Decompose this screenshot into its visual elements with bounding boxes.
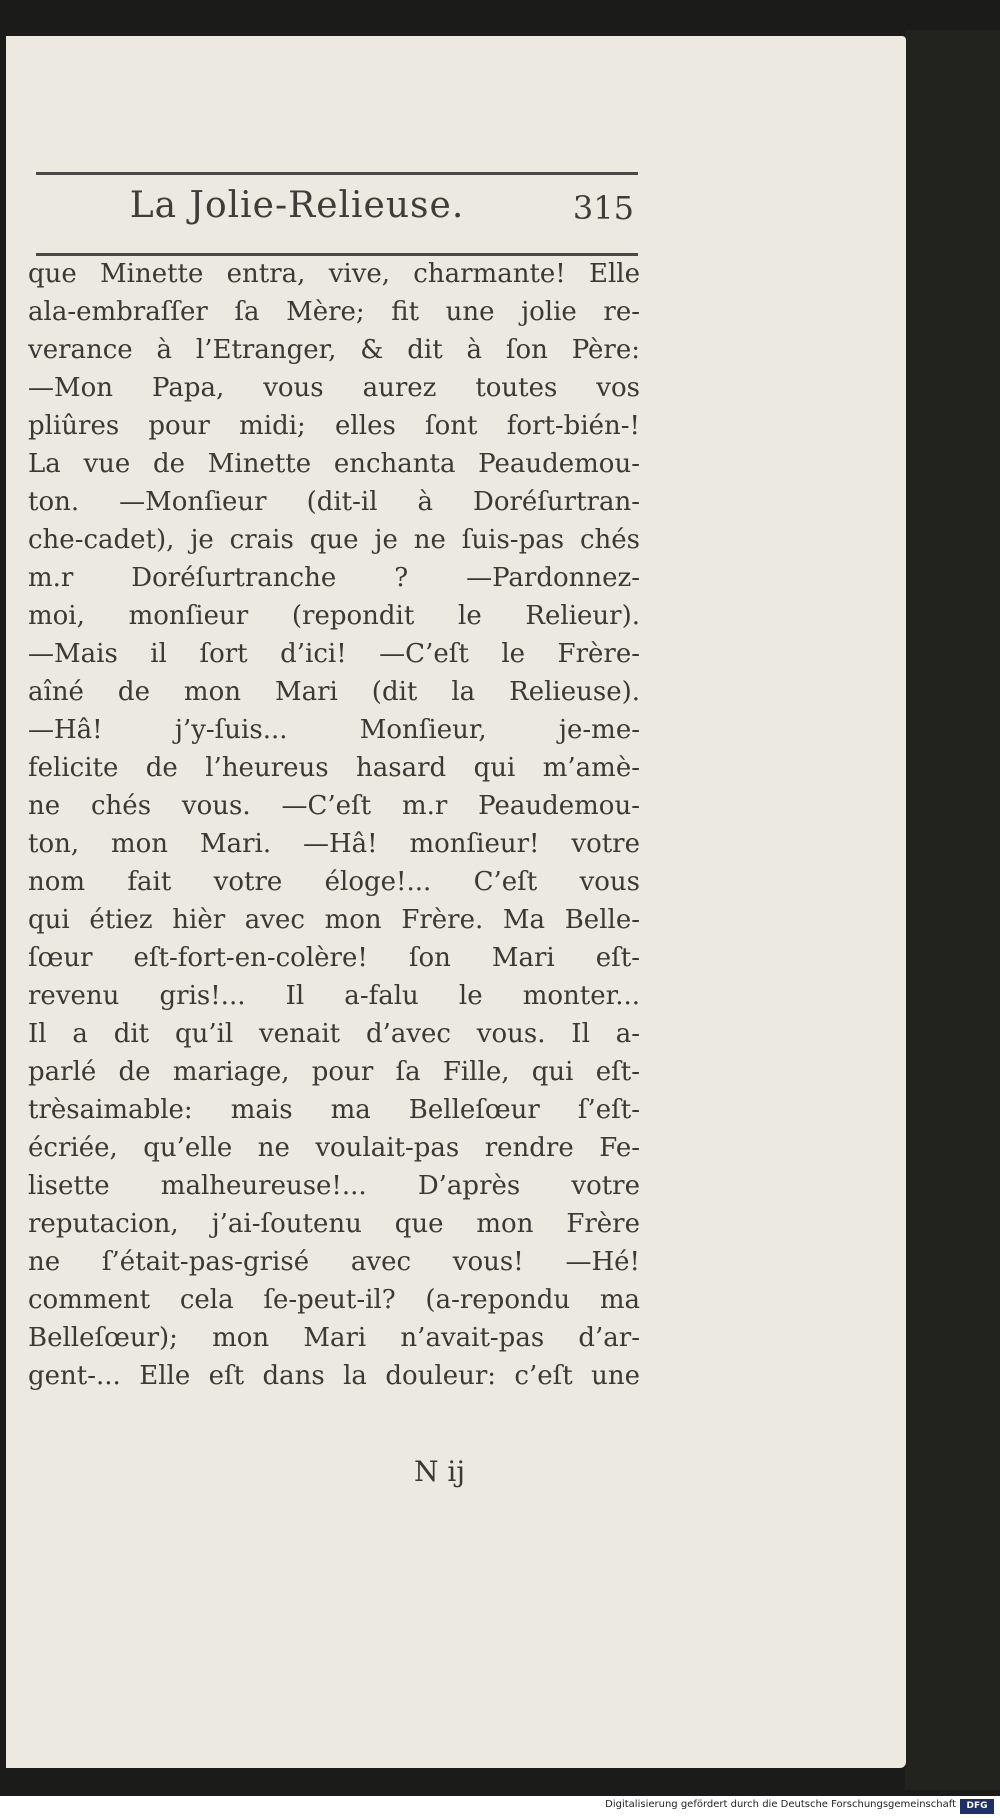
text-line: écriée, qu’elle ne voulait-pas rendre Fe- (28, 1133, 640, 1163)
text-line: verance à l’Etranger, & dit à ſon Père: (28, 335, 640, 365)
page-header (36, 172, 638, 256)
text-line: moi, monſieur (repondit le Relieur). (28, 601, 640, 631)
text-line: ne chés vous. —C’eſt m.r Peaudemou- (28, 791, 640, 821)
text-line: revenu gris!... Il a-falu le monter... (28, 981, 640, 1011)
text-line: parlé de mariage, pour ſa Fille, qui eſt- (28, 1057, 640, 1087)
text-line: nom fait votre éloge!... C’eſt vous (28, 867, 640, 897)
signature-mark: N ij (414, 1455, 466, 1488)
text-line: comment cela ſe-peut-il? (a-repondu ma (28, 1285, 640, 1315)
text-line: que Minette entra, vive, charmante! Elle (28, 259, 640, 289)
text-line: lisette malheureuse!... D’après votre (28, 1171, 640, 1201)
text-line: ton, mon Mari. —Hâ! monſieur! votre (28, 829, 640, 859)
book-edge (905, 30, 1000, 1790)
text-line: aîné de mon Mari (dit la Relieuse). (28, 677, 640, 707)
footer-credit: Digitalisierung gefördert durch die Deutsche Forschungsgemeinschaft (605, 1799, 956, 1810)
text-line: —Mais il ſort d’ici! —C’eſt le Frère- (28, 639, 640, 669)
text-line: Il a dit qu’il venait d’avec vous. Il a- (28, 1019, 640, 1049)
text-line: m.r Doréſurtranche ? —Pardonnez- (28, 563, 640, 593)
text-line: ton. —Monſieur (dit-il à Doréſurtran- (28, 487, 640, 517)
text-line: trèsaimable: mais ma Belleſœur ſ’eſt- (28, 1095, 640, 1125)
running-title: La Jolie-Relieuse. (129, 185, 465, 226)
text-line: ſœur eſt-fort-en-colère! ſon Mari eſt- (28, 943, 640, 973)
text-line: gent-... Elle eſt dans la douleur: c’eſt une (28, 1361, 640, 1391)
text-line: La vue de Minette enchanta Peaudemou- (28, 449, 640, 479)
text-line: ala-embraſſer ſa Mère; fit une jolie re- (28, 297, 640, 327)
text-line: pliûres pour midi; elles ſont fort-bién-! (28, 411, 640, 441)
text-line: ne ſ’était-pas-grisé avec vous! —Hé! (28, 1247, 640, 1277)
body-text (28, 255, 640, 1395)
text-line: —Hâ! j’y-ſuis... Monſieur, je-me- (28, 715, 640, 745)
text-line: Belleſœur); mon Mari n’avait-pas d’ar- (28, 1323, 640, 1353)
digitization-footer (0, 1796, 1000, 1818)
text-line: —Mon Papa, vous aurez toutes vos (28, 373, 640, 403)
text-line: reputacion, j’ai-ſoutenu que mon Frère (28, 1209, 640, 1239)
text-line: che-cadet), je crais que je ne ſuis-pas chés (28, 525, 640, 555)
page-number: 315 (572, 189, 634, 227)
text-line: felicite de l’heureus hasard qui m’amè- (28, 753, 640, 783)
text-line: qui étiez hièr avec mon Frère. Ma Belle- (28, 905, 640, 935)
dfg-logo: DFG (960, 1799, 994, 1814)
